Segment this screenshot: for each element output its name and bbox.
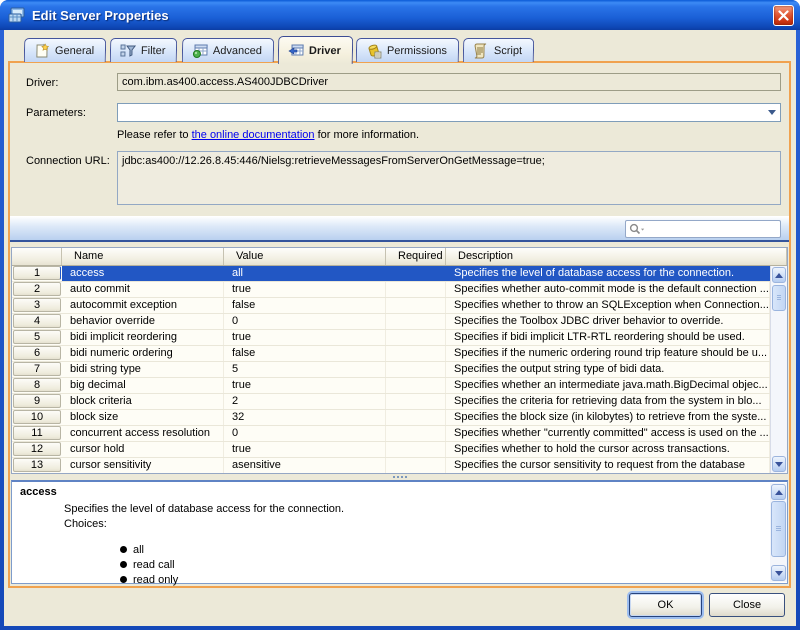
connection-url-label: Connection URL:	[26, 155, 110, 167]
titlebar[interactable]	[0, 0, 800, 30]
cell-description[interactable]: Specifies if bidi implicit LTR-RTL reordering should be used.	[446, 330, 770, 345]
column-header-description[interactable]: Description	[446, 248, 787, 265]
chevron-down-icon	[768, 110, 776, 115]
tab-advanced[interactable]	[181, 38, 273, 62]
window-title: Edit Server Properties	[32, 7, 169, 23]
search-input[interactable]	[645, 223, 777, 235]
driver-tab-panel	[8, 61, 791, 588]
tab-script[interactable]	[463, 38, 535, 62]
cell-value[interactable]: 0	[224, 314, 386, 329]
choice-item	[120, 542, 178, 557]
table-row[interactable]	[12, 282, 770, 298]
cell-description[interactable]: Specifies the level of database access for the connection.	[446, 266, 770, 281]
cell-name[interactable]: cursor sensitivity	[62, 458, 224, 473]
cell-description[interactable]: Specifies whether to hold the cursor across transactions.	[446, 442, 770, 457]
driver-field: com.ibm.as400.access.AS400JDBCDriver	[117, 73, 781, 91]
cell-rownum[interactable]: 10	[13, 410, 61, 424]
column-header-rownum[interactable]	[12, 248, 62, 265]
cell-value[interactable]: asensitive	[224, 458, 386, 473]
triangle-up-icon	[775, 490, 783, 495]
scroll-down-button[interactable]	[772, 456, 786, 472]
cell-value[interactable]: all	[224, 266, 386, 281]
tab-bar	[24, 36, 534, 62]
cell-required[interactable]	[386, 266, 446, 281]
cell-name[interactable]: block size	[62, 410, 224, 425]
cell-rownum[interactable]: 3	[13, 298, 61, 312]
triangle-down-icon	[775, 571, 783, 576]
table-row[interactable]	[12, 458, 770, 473]
cell-rownum[interactable]: 7	[13, 362, 61, 376]
cell-required[interactable]	[386, 330, 446, 345]
table-body	[12, 266, 770, 473]
cell-name[interactable]: access	[62, 266, 224, 281]
table-row[interactable]	[12, 314, 770, 330]
cell-required[interactable]	[386, 426, 446, 441]
table-row[interactable]	[12, 426, 770, 442]
bullet-icon	[120, 561, 127, 568]
cell-value[interactable]: false	[224, 346, 386, 361]
table-row[interactable]	[12, 298, 770, 314]
cell-rownum[interactable]: 4	[13, 314, 61, 328]
cell-description[interactable]: Specifies whether to throw an SQLException when Connection...	[446, 298, 770, 313]
cell-value[interactable]: false	[224, 298, 386, 313]
table-row[interactable]	[12, 410, 770, 426]
cell-required[interactable]	[386, 410, 446, 425]
choice-item	[120, 557, 178, 572]
table-row[interactable]	[12, 330, 770, 346]
tab-label: Filter	[141, 44, 166, 57]
cell-value[interactable]: 5	[224, 362, 386, 377]
cell-required[interactable]	[386, 282, 446, 297]
cell-description[interactable]: Specifies the Toolbox JDBC driver behavior to override.	[446, 314, 770, 329]
tab-filter[interactable]	[110, 38, 178, 62]
cell-description[interactable]: Specifies the block size (in kilobytes) to retrieve from the syste...	[446, 410, 770, 425]
table-row[interactable]	[12, 362, 770, 378]
cell-name[interactable]: bidi string type	[62, 362, 224, 377]
documentation-note	[117, 129, 419, 141]
cell-required[interactable]	[386, 378, 446, 393]
choice-item	[120, 572, 178, 587]
tab-label: Driver	[308, 44, 341, 57]
bullet-icon	[120, 576, 127, 583]
app-icon	[8, 7, 26, 23]
detail-scrollbar[interactable]	[770, 483, 787, 582]
triangle-down-icon	[775, 462, 783, 467]
cell-rownum[interactable]: 11	[13, 426, 61, 440]
property-detail-panel	[11, 480, 788, 584]
cell-rownum[interactable]: 6	[13, 346, 61, 360]
cell-rownum[interactable]: 5	[13, 330, 61, 344]
table-row[interactable]	[12, 266, 770, 282]
cell-rownum[interactable]: 12	[13, 442, 61, 456]
cell-value[interactable]: 0	[224, 426, 386, 441]
note-suffix: for more information.	[314, 129, 420, 141]
cell-name[interactable]: cursor hold	[62, 442, 224, 457]
triangle-up-icon	[775, 273, 783, 278]
online-documentation-link[interactable]: the online documentation	[191, 129, 315, 141]
cell-value[interactable]: true	[224, 442, 386, 457]
cell-description[interactable]: Specifies the output string type of bidi data.	[446, 362, 770, 377]
scrollbar-thumb[interactable]	[771, 501, 786, 557]
cell-name[interactable]: concurrent access resolution	[62, 426, 224, 441]
cell-value[interactable]: true	[224, 282, 386, 297]
tab-label: General	[54, 44, 95, 57]
scrollbar-thumb[interactable]	[772, 285, 786, 311]
cell-name[interactable]: bidi implicit reordering	[62, 330, 224, 345]
database-icon	[366, 43, 382, 59]
search-icon	[629, 223, 645, 235]
table-arrow-icon	[287, 43, 303, 59]
cell-name[interactable]: big decimal	[62, 378, 224, 393]
note-prefix: Please refer to	[117, 129, 192, 141]
table-scrollbar[interactable]	[770, 266, 787, 473]
properties-table	[11, 247, 788, 474]
cell-required[interactable]	[386, 314, 446, 329]
table-row[interactable]	[12, 394, 770, 410]
ok-button[interactable]: OK	[629, 593, 702, 617]
column-header-value[interactable]: Value	[224, 248, 386, 265]
scroll-up-button[interactable]	[772, 267, 786, 283]
table-green-icon	[191, 43, 207, 59]
choice-label: read call	[133, 558, 175, 571]
parameters-label: Parameters:	[26, 107, 86, 119]
filter-icon	[120, 43, 136, 59]
cell-value[interactable]: 32	[224, 410, 386, 425]
cell-name[interactable]: autocommit exception	[62, 298, 224, 313]
cell-rownum[interactable]: 13	[13, 458, 61, 472]
close-window-button[interactable]	[773, 5, 794, 26]
driver-label: Driver:	[26, 77, 59, 89]
tab-permissions[interactable]	[356, 38, 459, 62]
cell-name[interactable]: auto commit	[62, 282, 224, 297]
dialog-body	[4, 30, 796, 626]
table-header	[12, 248, 787, 266]
cell-rownum[interactable]: 8	[13, 378, 61, 392]
tab-label: Advanced	[212, 44, 262, 57]
cell-name[interactable]: behavior override	[62, 314, 224, 329]
detail-choices-label: Choices:	[64, 518, 107, 530]
cell-required[interactable]	[386, 346, 446, 361]
choice-label: read only	[133, 573, 179, 586]
cell-rownum[interactable]: 9	[13, 394, 61, 408]
cell-required[interactable]	[386, 362, 446, 377]
cell-required[interactable]	[386, 394, 446, 409]
document-star-icon	[34, 43, 50, 59]
tab-general[interactable]	[24, 38, 107, 62]
cell-value[interactable]: 2	[224, 394, 386, 409]
tab-label: Permissions	[387, 44, 448, 57]
column-header-name[interactable]: Name	[62, 248, 224, 265]
parameters-select[interactable]	[117, 103, 781, 122]
table-row[interactable]	[12, 378, 770, 394]
cell-description[interactable]: Specifies the criteria for retrieving data from the system in blo...	[446, 394, 770, 409]
bullet-icon	[120, 546, 127, 553]
close-button[interactable]: Close	[709, 593, 785, 617]
detail-title: access	[20, 486, 57, 498]
scroll-down-button[interactable]	[771, 565, 786, 581]
cell-description[interactable]: Specifies if the numeric ordering round trip feature should be u...	[446, 346, 770, 361]
tab-label: Script	[494, 44, 523, 57]
search-box[interactable]	[625, 220, 781, 238]
table-row[interactable]	[12, 442, 770, 458]
cell-required[interactable]	[386, 298, 446, 313]
tab-driver[interactable]	[277, 36, 352, 64]
search-toolbar	[10, 216, 789, 242]
cell-description[interactable]: Specifies whether "currently committed" access is used on the ...	[446, 426, 770, 441]
choice-label: all	[133, 543, 145, 556]
detail-description: Specifies the level of database access for the connection.	[64, 503, 345, 515]
cell-rownum[interactable]: 1	[13, 266, 61, 280]
cell-required[interactable]	[386, 442, 446, 457]
cell-value[interactable]: true	[224, 330, 386, 345]
script-icon	[473, 43, 489, 59]
connection-url-field[interactable]: jdbc:as400://12.26.8.45:446/Nielsg:retrieveMessagesFromServerOnGetMessage=true;	[117, 151, 781, 205]
cell-rownum[interactable]: 2	[13, 282, 61, 296]
cell-value[interactable]: true	[224, 378, 386, 393]
cell-description[interactable]: Specifies whether auto-commit mode is the default connection ...	[446, 282, 770, 297]
column-header-required[interactable]: Required	[386, 248, 446, 265]
cell-name[interactable]: bidi numeric ordering	[62, 346, 224, 361]
cell-required[interactable]	[386, 458, 446, 473]
scroll-up-button[interactable]	[771, 484, 786, 500]
cell-name[interactable]: block criteria	[62, 394, 224, 409]
cell-description[interactable]: Specifies the cursor sensitivity to request from the database	[446, 458, 770, 473]
choices-list	[120, 542, 178, 587]
cell-description[interactable]: Specifies whether an intermediate java.math.BigDecimal objec...	[446, 378, 770, 393]
table-row[interactable]	[12, 346, 770, 362]
